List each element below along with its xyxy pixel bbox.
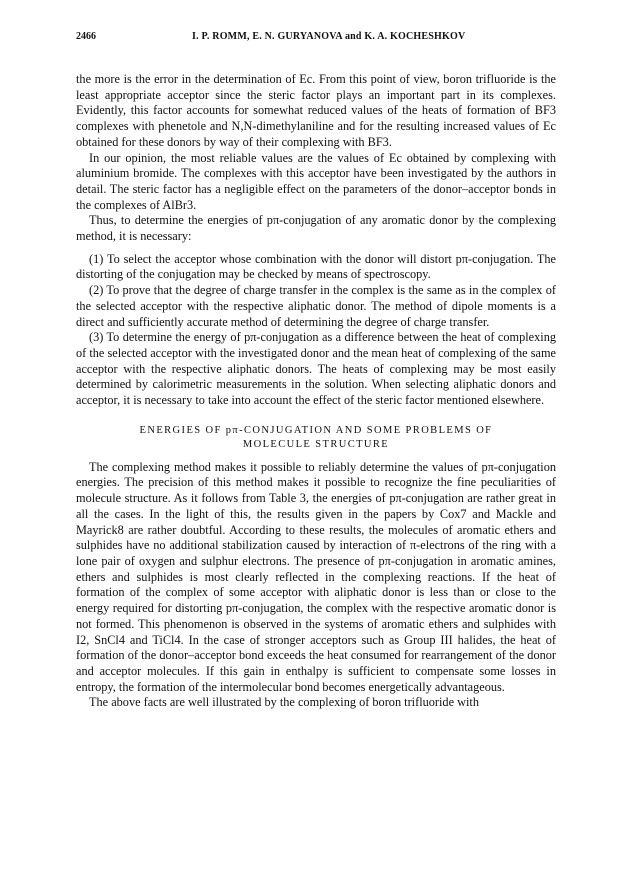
list-item: (3) To determine the energy of pπ-conjugation as a difference between the heat of complexing of the selected acceptor with the investigated donor and the mean heat of complexing of the same acceptor with the respective aliphatic donors. The heats of complexing may be most easily determined by calorimetric measurements in the solution. When selecting aliphatic donors and acceptor, it is necessary to take into account the effect of the steric factor mentioned elsewhere. bbox=[76, 330, 556, 408]
paragraph: In our opinion, the most reliable values are the values of Ec obtained by complexing with aluminium bromide. The complexes with this acceptor have been investigated by the authors in detail. The steric factor has a negligible effect on the parameters of the donor–acceptor bonds in the complexes of AlBr3. bbox=[76, 150, 556, 212]
list-item: (2) To prove that the degree of charge transfer in the complex is the same as in the complex of the selected acceptor with the respective aliphatic donor. The method of dipole moments is a direct and sufficiently accurate method of determining the degree of charge transfer. bbox=[76, 283, 556, 329]
section-heading-line: MOLECULE STRUCTURE bbox=[242, 438, 390, 450]
page-header bbox=[76, 30, 556, 44]
paragraph: The complexing method makes it possible to reliably determine the values of pπ-conjugation energies. The precision of this method makes it possible to recognize the fine peculiarities of molecule structure. As it follows from Table 3, the energies of pπ-conjugation are rather great in all the cases. In the light of this, the results given in the papers by Cox7 and Mackle and Mayrick8 are rather doubtful. According to these results, the molecules of aromatic ethers and sulphides have no additional stabilization caused by interaction of π-electrons of the ring with a lone pair of oxygen and sulphur electrons. The presence of pπ-conjugation in aromatic amines, ethers and sulphides is most clearly reflected in the complexing reactions. If the heat of formation of the complex of some acceptor with aliphatic donor is less than or close to the energy required for distorting pπ-conjugation, the complex with the respective aromatic donor is not formed. This phenomenon is observed in the systems of aromatic ethers and sulphides with I2, SnCl4 and TiCl4. In the case of stronger acceptors such as Group III halides, the heat of formation of the donor–acceptor bond exceeds the heat consumed for rearrangement of the donor and acceptor molecules. If this gain in enthalpy is sufficient to compensate some losses in entropy, the formation of the intermolecular bond becomes energetically advantageous. bbox=[76, 459, 556, 694]
section-heading bbox=[76, 424, 556, 452]
page-number: 2466 bbox=[76, 31, 96, 42]
article-body bbox=[76, 72, 556, 711]
running-title: I. P. ROMM, E. N. GURYANOVA and K. A. KOCHESHKOV bbox=[192, 31, 466, 42]
paragraph: The above facts are well illustrated by the complexing of boron trifluoride with bbox=[89, 695, 479, 710]
section-heading-line: ENERGIES OF pπ-CONJUGATION AND SOME PROBLEMS OF bbox=[139, 424, 493, 436]
list-item: (1) To select the acceptor whose combination with the donor will distort pπ-conjugation. The distorting of the conjugation may be checked by means of spectroscopy. bbox=[76, 251, 556, 282]
paragraph: Thus, to determine the energies of pπ-conjugation of any aromatic donor by the complexing method, it is necessary: bbox=[76, 213, 556, 244]
paragraph: the more is the error in the determination of Ec. From this point of view, boron trifluoride is the least appropriate acceptor since the steric factor plays an important part in its complexes. Evidently, this factor accounts for somewhat reduced values of the heats of formation of BF3 complexes with phenetole and N,N-dimethylaniline and for the resulting increased values of Ec obtained for these donors by way of their complexing with BF3. bbox=[76, 72, 556, 149]
